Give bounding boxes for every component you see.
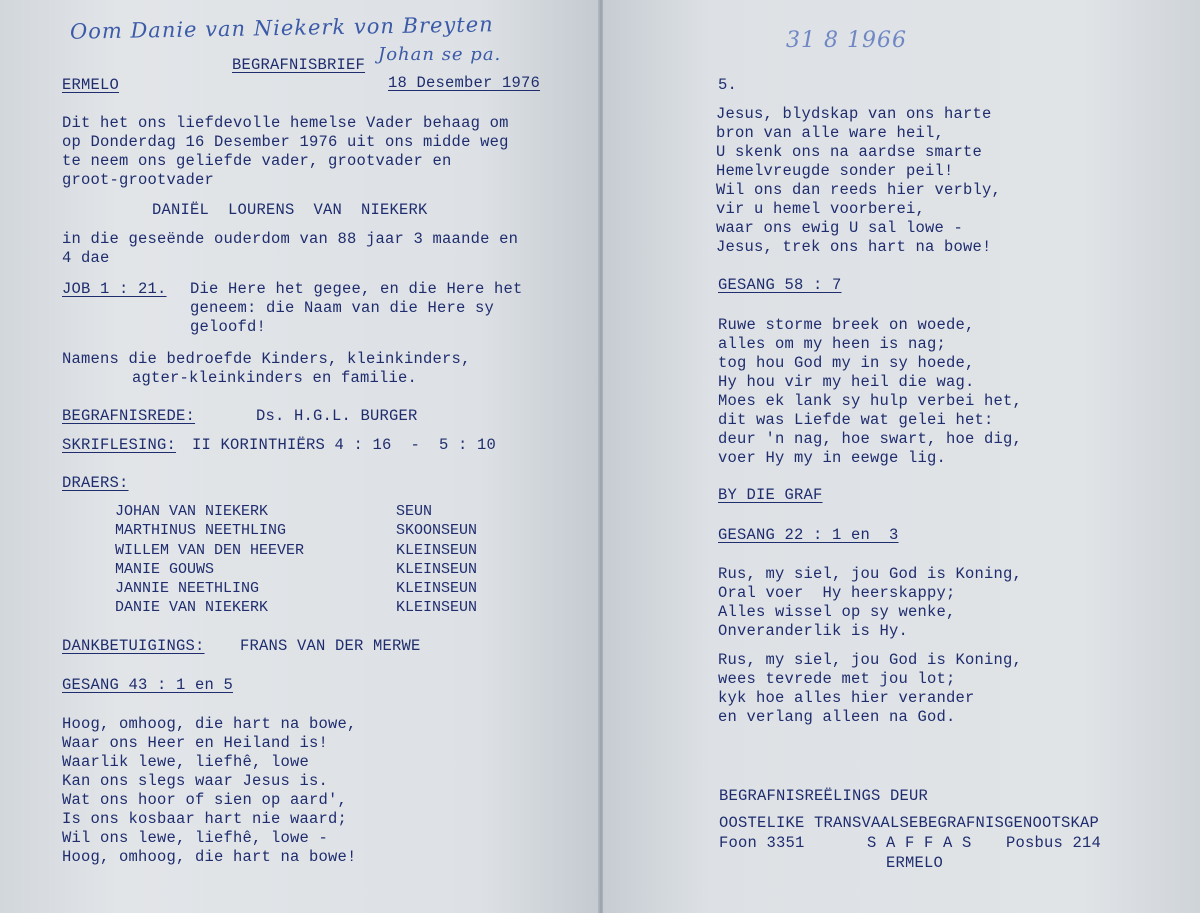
intro-line: op Donderdag 16 Desember 1976 uit ons midde weg [62, 133, 509, 151]
family-paragraph [62, 350, 471, 388]
hymn-line: Hy hou vir my heil die wag. [718, 373, 975, 391]
bearer-name: WILLEM VAN DEN HEEVER [115, 542, 305, 559]
handwritten-note-2: Johan se pa. [378, 44, 502, 65]
bearer-name: JANNIE NEETHLING [115, 580, 260, 597]
deceased-name: DANIËL LOURENS VAN NIEKERK [152, 201, 428, 219]
bearer-relation: SEUN [396, 503, 433, 520]
hymn-line: tog hou God my in sy hoede, [718, 354, 975, 372]
verse-line: Hemelvreugde sonder peil! [716, 162, 954, 180]
po-box: Posbus 214 [1006, 834, 1102, 852]
speech-value: Ds. H.G.L. BURGER [256, 407, 418, 425]
intro-paragraph [62, 114, 509, 190]
grave-label: BY DIE GRAF [718, 486, 823, 504]
hymn-58-text [718, 316, 1022, 468]
scripture-line: Die Here het gegee, en die Here het [190, 280, 523, 298]
arrangements-heading: BEGRAFNISREËLINGS DEUR [719, 787, 929, 805]
bearer-relation: KLEINSEUN [396, 580, 478, 597]
hymn-line: Oral voer Hy heerskappy; [718, 584, 956, 602]
verse-line: bron van alle ware heil, [716, 124, 945, 142]
bearer-relation: KLEINSEUN [396, 542, 478, 559]
hymn-line: dit was Liefde wat gelei het: [718, 411, 994, 429]
hymn-line: Alles wissel op sy wenke, [718, 603, 956, 621]
phone-number: Foon 3351 [719, 834, 805, 852]
bearer-name: JOHAN VAN NIEKERK [115, 503, 269, 520]
handwritten-note: Oom Danie van Niekerk von Breyten [69, 12, 494, 44]
age-line: 4 dae [62, 249, 110, 267]
verse-line: vir u hemel voorberei, [716, 200, 926, 218]
hymn-22-verse-2 [718, 651, 1022, 727]
hymn-58-label: GESANG 58 : 7 [718, 276, 842, 294]
handwritten-date: 31 8 1966 [786, 28, 907, 53]
hymn-line: wees tevrede met jou lot; [718, 670, 956, 688]
verse-line: Jesus, blydskap van ons harte [716, 105, 992, 123]
bearer-relation: KLEINSEUN [396, 599, 478, 616]
hymn-line: Wil ons lewe, liefhê, lowe - [62, 829, 329, 847]
hymn-line: Ruwe storme breek on woede, [718, 316, 975, 334]
hymn-line: alles om my heen is nag; [718, 335, 947, 353]
scripture-line: geloofd! [190, 318, 267, 336]
reading-value: II KORINTHIËRS 4 : 16 - 5 : 10 [192, 436, 497, 454]
family-line: agter-kleinkinders en familie. [132, 369, 418, 387]
hymn-line: Rus, my siel, jou God is Koning, [718, 565, 1023, 583]
bearers-label: DRAERS: [62, 474, 129, 492]
thanks-value: FRANS VAN DER MERWE [240, 637, 421, 655]
document-title: BEGRAFNISBRIEF [232, 56, 366, 74]
hymn-line: Kan ons slegs waar Jesus is. [62, 772, 329, 790]
hymn-line: deur 'n nag, hoe swart, hoe dig, [718, 430, 1023, 448]
hymn-line: Waarlik lewe, liefhê, lowe [62, 753, 310, 771]
scripture-text [190, 280, 523, 337]
hymn-line: Rus, my siel, jou God is Koning, [718, 651, 1023, 669]
verse-line: Jesus, trek ons hart na bowe! [716, 238, 992, 256]
hymn-line: voer Hy my in eewge lig. [718, 449, 947, 467]
date: 18 Desember 1976 [388, 74, 541, 92]
bearer-name: MANIE GOUWS [115, 561, 215, 578]
thanks-label: DANKBETUIGINGS: [62, 637, 205, 655]
saffas: S A F F A S [867, 834, 972, 852]
family-line: Namens die bedroefde Kinders, kleinkinders, [62, 350, 471, 368]
hymn-line: Hoog, omhoog, die hart na bowe! [62, 848, 357, 866]
hymn-line: en verlang alleen na God. [718, 708, 956, 726]
verse-line: Wil ons dan reeds hier verbly, [716, 181, 1002, 199]
intro-line: Dit het ons liefdevolle hemelse Vader behaag om [62, 114, 509, 132]
funeral-society: OOSTELIKE TRANSVAALSEBEGRAFNISGENOOTSKAP [719, 814, 1100, 832]
hymn-line: Wat ons hoor of sien op aard', [62, 791, 348, 809]
hymn-line: Hoog, omhoog, die hart na bowe, [62, 715, 357, 733]
age-paragraph [62, 230, 518, 268]
age-line: in die geseënde ouderdom van 88 jaar 3 maande en [62, 230, 519, 248]
hymn-line: Onveranderlik is Hy. [718, 622, 909, 640]
bearer-relation: KLEINSEUN [396, 561, 478, 578]
hymn-43-text [62, 715, 357, 867]
hymn-22-verse-1 [718, 565, 1022, 641]
scripture-reference: JOB 1 : 21. [62, 280, 167, 298]
reading-label: SKRIFLESING: [62, 436, 177, 454]
hymn-line: Is ons kosbaar hart nie waard; [62, 810, 348, 828]
verse-line: U skenk ons na aardse smarte [716, 143, 983, 161]
town: ERMELO [886, 854, 944, 872]
bearer-name: DANIE VAN NIEKERK [115, 599, 269, 616]
intro-line: te neem ons geliefde vader, grootvader en [62, 152, 452, 170]
verse-number: 5. [718, 76, 738, 94]
intro-line: groot-grootvader [62, 171, 215, 189]
hymn-line: kyk hoe alles hier verander [718, 689, 975, 707]
bearer-relation: SKOONSEUN [396, 522, 478, 539]
speech-label: BEGRAFNISREDE: [62, 407, 196, 425]
hymn-43-label: GESANG 43 : 1 en 5 [62, 676, 234, 694]
bearer-name: MARTHINUS NEETHLING [115, 522, 287, 539]
place: ERMELO [62, 76, 120, 94]
hymn-line: Waar ons Heer en Heiland is! [62, 734, 329, 752]
right-page [603, 0, 1200, 913]
hymn-line: Moes ek lank sy hulp verbei het, [718, 392, 1023, 410]
verse-5-text [716, 105, 1001, 257]
verse-line: waar ons ewig U sal lowe - [716, 219, 964, 237]
scripture-line: geneem: die Naam van die Here sy [190, 299, 495, 317]
hymn-22-label: GESANG 22 : 1 en 3 [718, 526, 899, 544]
